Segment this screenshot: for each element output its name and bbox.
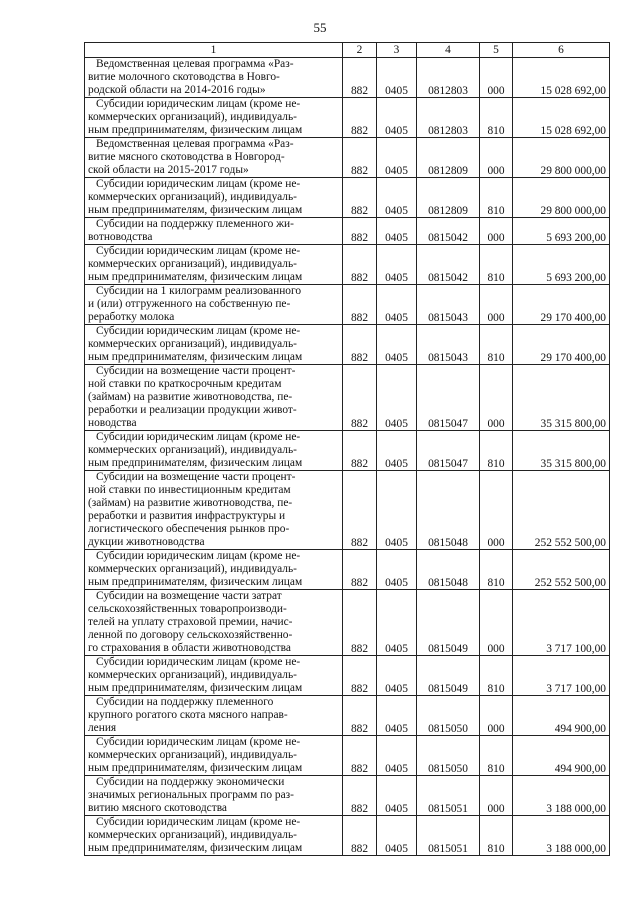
col-target-article: 0815051	[417, 776, 480, 816]
row-amount: 3 188 000,00	[513, 776, 610, 816]
row-name-line: (займам) на развитие животноводства, пе-	[88, 391, 293, 403]
row-name-line: коммерческих организаций), индивидуаль-	[88, 444, 297, 456]
table-row	[85, 736, 610, 776]
row-name-line: вотноводства	[88, 231, 153, 243]
row-name-line: Субсидии юридическим лицам (кроме не-	[96, 98, 301, 110]
col-expense-type: 810	[480, 245, 513, 285]
row-name-line: Субсидии юридическим лицам (кроме не-	[96, 736, 301, 748]
row-amount: 35 315 800,00	[513, 365, 610, 431]
row-name	[85, 178, 343, 218]
row-name-line: коммерческих организаций), индивидуаль-	[88, 563, 297, 575]
table-row	[85, 365, 610, 431]
table-row	[85, 816, 610, 856]
row-name-line: Субсидии юридическим лицам (кроме не-	[96, 816, 301, 828]
row-amount: 29 170 400,00	[513, 325, 610, 365]
col-target-article: 0812809	[417, 138, 480, 178]
row-name-line: ной ставки по краткосрочным кредитам	[88, 378, 282, 390]
col-section: 0405	[377, 736, 417, 776]
row-name-line: Субсидии на поддержку племенного жи-	[96, 218, 294, 230]
col-section: 0405	[377, 550, 417, 590]
row-amount: 29 800 000,00	[513, 178, 610, 218]
column-header: 3	[377, 43, 417, 58]
col-section: 0405	[377, 590, 417, 656]
row-name	[85, 550, 343, 590]
col-expense-type: 000	[480, 365, 513, 431]
col-section: 0405	[377, 98, 417, 138]
col-section: 0405	[377, 325, 417, 365]
row-name	[85, 138, 343, 178]
table-row	[85, 218, 610, 245]
col-expense-type: 000	[480, 776, 513, 816]
col-expense-type: 810	[480, 178, 513, 218]
col-code-2: 882	[343, 656, 377, 696]
col-code-2: 882	[343, 590, 377, 656]
row-name	[85, 776, 343, 816]
row-name-line: ской области на 2015-2017 годы»	[88, 164, 249, 176]
row-name	[85, 816, 343, 856]
row-name	[85, 736, 343, 776]
row-name-line: го страхования в области животноводства	[88, 642, 291, 654]
column-header: 6	[513, 43, 610, 58]
row-name	[85, 656, 343, 696]
row-name-line: ной ставки по инвестиционным кредитам	[88, 484, 291, 496]
row-name-line: реработки и развития инфраструктуры и	[88, 510, 286, 522]
row-name-line: Субсидии юридическим лицам (кроме не-	[96, 178, 301, 190]
col-expense-type: 810	[480, 736, 513, 776]
row-name-line: витию мясного скотоводства	[88, 802, 227, 814]
row-name-line: витие мясного скотоводства в Новгород-	[88, 151, 285, 163]
table-row	[85, 138, 610, 178]
row-name-line: новодства	[88, 417, 137, 429]
table-row	[85, 471, 610, 550]
row-name-line: реработку молока	[88, 311, 175, 323]
budget-table	[84, 42, 610, 856]
col-code-2: 882	[343, 471, 377, 550]
table-header-row	[85, 43, 610, 58]
row-name-line: дукции животноводства	[88, 536, 205, 548]
col-section: 0405	[377, 816, 417, 856]
row-name-line: Субсидии юридическим лицам (кроме не-	[96, 431, 301, 443]
col-section: 0405	[377, 431, 417, 471]
row-name	[85, 98, 343, 138]
table-row	[85, 325, 610, 365]
table-row	[85, 590, 610, 656]
row-name-line: ным предпринимателям, физическим лицам	[88, 762, 303, 774]
col-code-2: 882	[343, 816, 377, 856]
col-code-2: 882	[343, 98, 377, 138]
col-target-article: 0815047	[417, 365, 480, 431]
row-name-line: ленной по договору сельскохозяйственно-	[88, 629, 293, 641]
row-name-line: Субсидии юридическим лицам (кроме не-	[96, 325, 301, 337]
row-amount: 494 900,00	[513, 736, 610, 776]
column-header: 1	[85, 43, 343, 58]
row-name-line: Субсидии на 1 килограмм реализованного	[96, 285, 302, 297]
col-target-article: 0815047	[417, 431, 480, 471]
col-expense-type: 810	[480, 656, 513, 696]
col-code-2: 882	[343, 776, 377, 816]
row-name	[85, 58, 343, 98]
row-name-line: коммерческих организаций), индивидуаль-	[88, 191, 297, 203]
col-expense-type: 000	[480, 138, 513, 178]
row-name-line: Ведомственная целевая программа «Раз-	[96, 58, 294, 70]
row-name-line: ным предпринимателям, физическим лицам	[88, 124, 303, 136]
row-amount: 3 717 100,00	[513, 656, 610, 696]
row-name-line: коммерческих организаций), индивидуаль-	[88, 111, 297, 123]
col-target-article: 0815043	[417, 325, 480, 365]
row-name-line: ным предпринимателям, физическим лицам	[88, 682, 303, 694]
row-name-line: Субсидии юридическим лицам (кроме не-	[96, 656, 301, 668]
col-expense-type: 000	[480, 285, 513, 325]
col-section: 0405	[377, 285, 417, 325]
col-target-article: 0815049	[417, 656, 480, 696]
row-amount: 35 315 800,00	[513, 431, 610, 471]
col-target-article: 0815042	[417, 218, 480, 245]
table-row	[85, 431, 610, 471]
col-section: 0405	[377, 656, 417, 696]
col-code-2: 882	[343, 285, 377, 325]
col-expense-type: 810	[480, 431, 513, 471]
row-name-line: крупного рогатого скота мясного направ-	[88, 709, 288, 721]
row-name-line: и (или) отгруженного на собственную пе-	[88, 298, 291, 310]
row-name-line: Субсидии на возмещение части затрат	[96, 590, 282, 602]
row-amount: 252 552 500,00	[513, 550, 610, 590]
col-section: 0405	[377, 178, 417, 218]
row-name	[85, 285, 343, 325]
row-name-line: родской области на 2014-2016 годы»	[88, 84, 266, 96]
table-row	[85, 245, 610, 285]
col-expense-type: 000	[480, 218, 513, 245]
row-name-line: ным предпринимателям, физическим лицам	[88, 204, 303, 216]
col-expense-type: 000	[480, 471, 513, 550]
row-name-line: Субсидии юридическим лицам (кроме не-	[96, 245, 301, 257]
row-name-line: ным предпринимателям, физическим лицам	[88, 842, 303, 854]
col-code-2: 882	[343, 178, 377, 218]
col-target-article: 0815049	[417, 590, 480, 656]
table-row	[85, 178, 610, 218]
row-amount: 5 693 200,00	[513, 245, 610, 285]
col-code-2: 882	[343, 696, 377, 736]
table-row	[85, 550, 610, 590]
col-expense-type: 000	[480, 58, 513, 98]
col-target-article: 0815048	[417, 471, 480, 550]
row-name-line: ным предпринимателям, физическим лицам	[88, 457, 303, 469]
col-target-article: 0815050	[417, 696, 480, 736]
row-name	[85, 590, 343, 656]
col-expense-type: 810	[480, 98, 513, 138]
row-name-line: Субсидии на возмещение части процент-	[96, 471, 296, 483]
col-code-2: 882	[343, 58, 377, 98]
row-name-line: коммерческих организаций), индивидуаль-	[88, 749, 297, 761]
row-name-line: ным предпринимателям, физическим лицам	[88, 351, 303, 363]
col-target-article: 0815048	[417, 550, 480, 590]
col-expense-type: 810	[480, 816, 513, 856]
col-code-2: 882	[343, 550, 377, 590]
col-section: 0405	[377, 471, 417, 550]
table-row	[85, 58, 610, 98]
col-code-2: 882	[343, 325, 377, 365]
col-expense-type: 000	[480, 590, 513, 656]
row-name-line: Субсидии на поддержку племенного	[96, 696, 274, 708]
row-name-line: ным предпринимателям, физическим лицам	[88, 576, 303, 588]
row-amount: 494 900,00	[513, 696, 610, 736]
row-amount: 29 170 400,00	[513, 285, 610, 325]
col-code-2: 882	[343, 431, 377, 471]
row-name-line: Субсидии юридическим лицам (кроме не-	[96, 550, 301, 562]
row-name-line: телей на уплату страховой премии, начис-	[88, 616, 293, 628]
row-name-line: коммерческих организаций), индивидуаль-	[88, 829, 297, 841]
col-section: 0405	[377, 696, 417, 736]
col-target-article: 0815051	[417, 816, 480, 856]
row-name-line: сельскохозяйственных товаропроизводи-	[88, 603, 287, 615]
table-row	[85, 98, 610, 138]
row-name-line: (займам) на развитие животноводства, пе-	[88, 497, 293, 509]
col-section: 0405	[377, 138, 417, 178]
col-target-article: 0815043	[417, 285, 480, 325]
row-name	[85, 365, 343, 431]
col-code-2: 882	[343, 736, 377, 776]
col-target-article: 0812809	[417, 178, 480, 218]
page-number: 55	[313, 20, 327, 35]
col-code-2: 882	[343, 365, 377, 431]
row-name-line: витие молочного скотоводства в Новго-	[88, 71, 280, 83]
col-code-2: 882	[343, 218, 377, 245]
col-target-article: 0812803	[417, 98, 480, 138]
column-header: 2	[343, 43, 377, 58]
row-amount: 15 028 692,00	[513, 58, 610, 98]
table-row	[85, 776, 610, 816]
row-name	[85, 471, 343, 550]
col-code-2: 882	[343, 245, 377, 285]
row-name-line: коммерческих организаций), индивидуаль-	[88, 258, 297, 270]
row-name-line: Ведомственная целевая программа «Раз-	[96, 138, 294, 150]
col-section: 0405	[377, 245, 417, 285]
row-name	[85, 218, 343, 245]
col-target-article: 0815042	[417, 245, 480, 285]
row-name-line: коммерческих организаций), индивидуаль-	[88, 669, 297, 681]
row-name-line: значимых региональных программ по раз-	[88, 789, 294, 801]
col-section: 0405	[377, 365, 417, 431]
row-name	[85, 696, 343, 736]
row-name-line: коммерческих организаций), индивидуаль-	[88, 338, 297, 350]
col-expense-type: 000	[480, 696, 513, 736]
col-target-article: 0815050	[417, 736, 480, 776]
col-section: 0405	[377, 776, 417, 816]
row-name-line: ления	[88, 722, 117, 734]
col-code-2: 882	[343, 138, 377, 178]
col-section: 0405	[377, 58, 417, 98]
row-amount: 3 717 100,00	[513, 590, 610, 656]
row-name-line: реработки и реализации продукции живот-	[88, 404, 297, 416]
row-name	[85, 325, 343, 365]
row-name-line: Субсидии на поддержку экономически	[96, 776, 285, 788]
col-expense-type: 810	[480, 550, 513, 590]
row-name-line: ным предпринимателям, физическим лицам	[88, 271, 303, 283]
row-amount: 15 028 692,00	[513, 98, 610, 138]
row-amount: 252 552 500,00	[513, 471, 610, 550]
row-name-line: Субсидии на возмещение части процент-	[96, 365, 296, 377]
table-row	[85, 656, 610, 696]
row-amount: 3 188 000,00	[513, 816, 610, 856]
column-header: 4	[417, 43, 480, 58]
row-amount: 5 693 200,00	[513, 218, 610, 245]
column-header: 5	[480, 43, 513, 58]
row-amount: 29 800 000,00	[513, 138, 610, 178]
col-section: 0405	[377, 218, 417, 245]
row-name	[85, 431, 343, 471]
row-name	[85, 245, 343, 285]
table-row	[85, 285, 610, 325]
table-row	[85, 696, 610, 736]
row-name-line: логистического обеспечения рынков про-	[88, 523, 290, 535]
col-target-article: 0812803	[417, 58, 480, 98]
col-expense-type: 810	[480, 325, 513, 365]
